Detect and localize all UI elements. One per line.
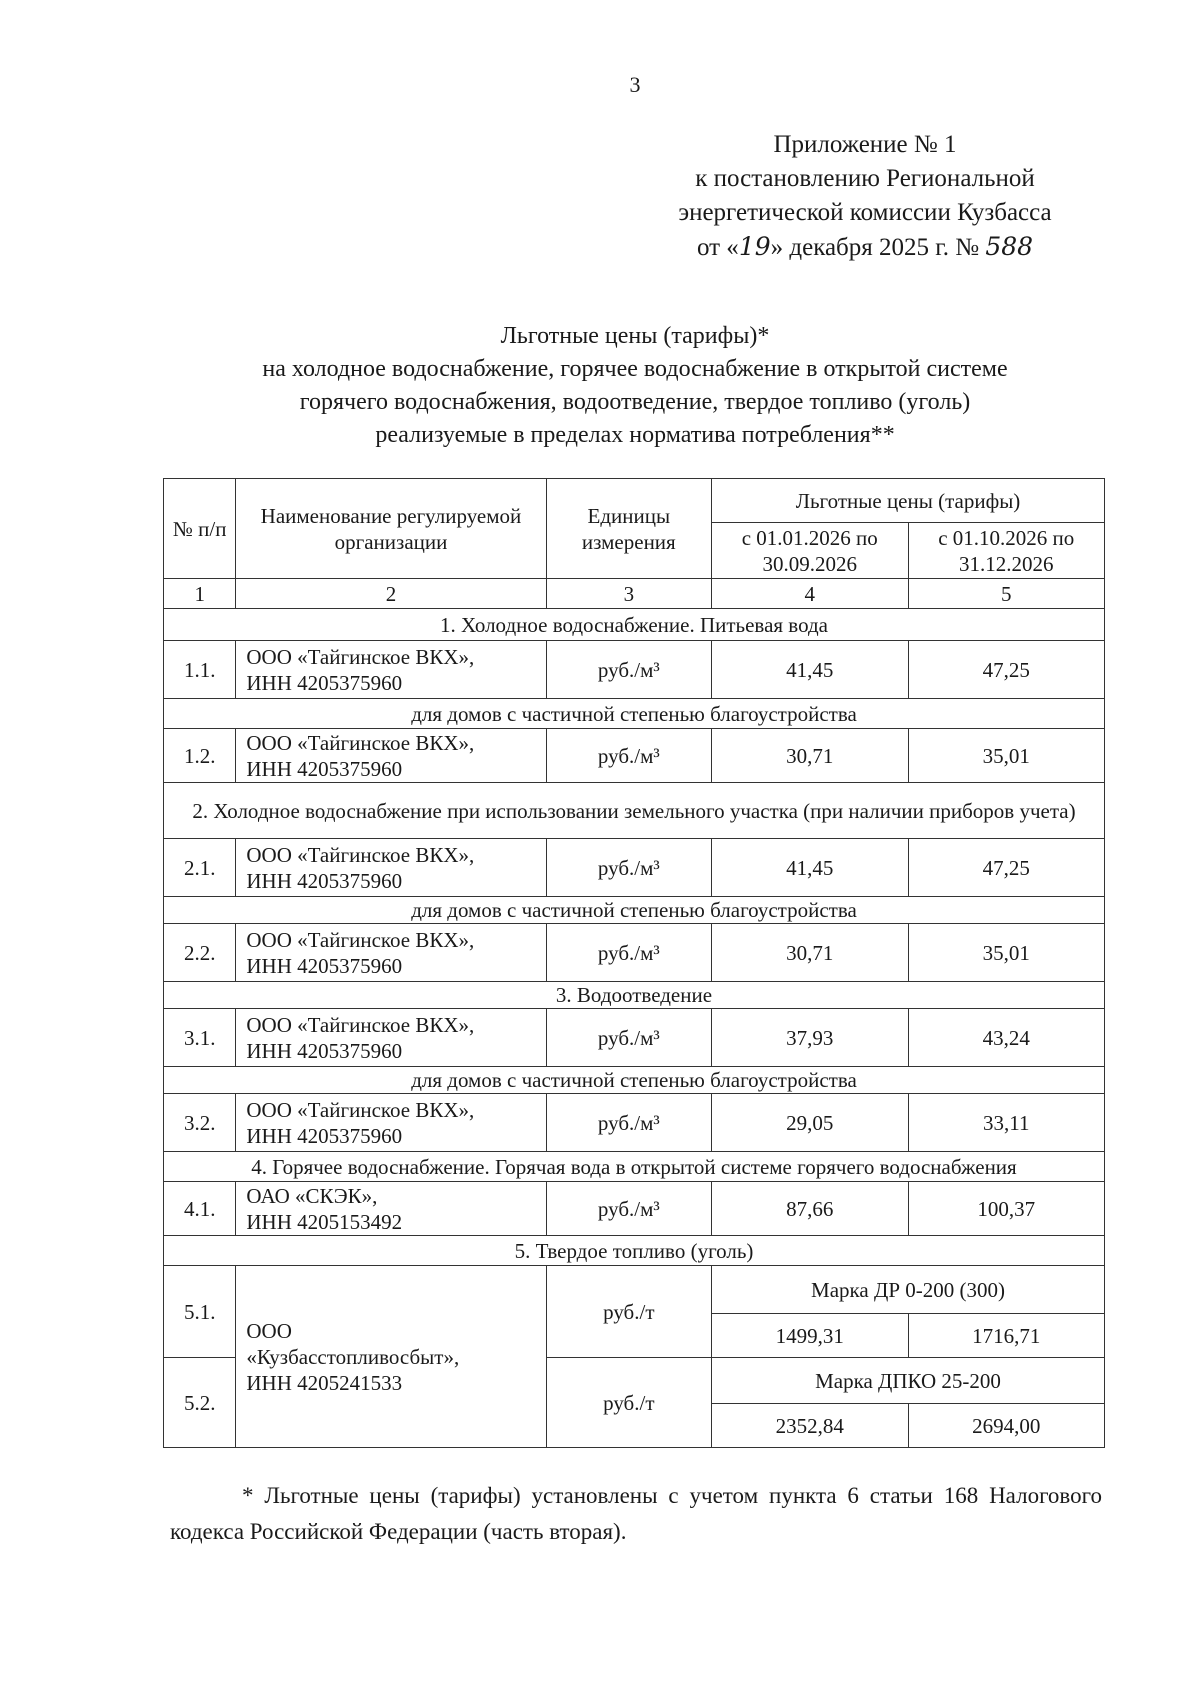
row-unit: руб./м³	[546, 839, 711, 897]
subsection-heading: для домов с частичной степенью благоустройства	[164, 1067, 1105, 1094]
row-price-2: 33,11	[908, 1094, 1105, 1152]
row-price-1: 30,71	[712, 924, 908, 982]
org-inn: ИНН 4205375960	[246, 953, 403, 978]
col-number: 2	[236, 579, 546, 609]
org-inn: ИНН 4205153492	[246, 1209, 403, 1234]
section-heading: 5. Твердое топливо (уголь)	[164, 1236, 1105, 1266]
row-org	[236, 1009, 546, 1067]
coal-brand: Марка ДПКО 25-200	[712, 1358, 1105, 1404]
row-unit: руб./т	[546, 1266, 711, 1358]
row-org	[236, 1266, 546, 1448]
section-heading: 4. Горячее водоснабжение. Горячая вода в открытой системе горячего водоснабжения	[164, 1152, 1105, 1182]
table-row	[164, 1266, 1105, 1314]
appendix-line-3: энергетической комиссии Кузбасса	[678, 199, 1052, 226]
org-inn: ИНН 4205375960	[246, 1038, 403, 1063]
row-price-2: 1716,71	[908, 1314, 1105, 1358]
org-name: ОАО «СКЭК»,	[246, 1183, 378, 1208]
col-number: 1	[164, 579, 236, 609]
row-org	[236, 1182, 546, 1236]
date-prefix: от «	[696, 234, 739, 261]
row-price-1: 29,05	[712, 1094, 908, 1152]
footnote: * Льготные цены (тарифы) установлены с учетом пункта 6 статьи 168 Налогового кодекса Российской Федерации (часть вторая).	[170, 1483, 1102, 1544]
org-name-cont: «Кузбасстопливосбыт»,	[246, 1344, 460, 1369]
header-prices: Льготные цены (тарифы)	[712, 479, 1105, 523]
row-price-1: 41,45	[712, 839, 908, 897]
row-unit: руб./м³	[546, 924, 711, 982]
row-unit: руб./м³	[546, 1009, 711, 1067]
row-num: 1.1.	[164, 641, 236, 699]
row-unit: руб./т	[546, 1358, 711, 1448]
appendix-block	[640, 128, 1090, 265]
row-price-1: 87,66	[712, 1182, 908, 1236]
title-line-3: горячего водоснабжения, водоотведение, твердое топливо (уголь)	[299, 389, 971, 415]
org-name: ООО «Тайгинское ВКХ»,	[246, 1097, 475, 1122]
row-org	[236, 924, 546, 982]
date-mid: » декабря 2025 г. №	[770, 234, 986, 261]
row-num: 5.1.	[164, 1266, 236, 1358]
appendix-title: Приложение № 1	[773, 131, 957, 158]
org-name: ООО «Тайгинское ВКХ»,	[246, 842, 475, 867]
row-org	[236, 839, 546, 897]
table-row	[164, 1009, 1105, 1067]
row-unit: руб./м³	[546, 1182, 711, 1236]
col-number: 5	[908, 579, 1105, 609]
page-number: 3	[629, 72, 641, 97]
table-row	[164, 924, 1105, 982]
row-price-2: 47,25	[908, 839, 1105, 897]
appendix-date-line	[640, 230, 1090, 265]
appendix-line-2: к постановлению Региональной	[695, 165, 1035, 192]
org-inn: ИНН 4205241533	[246, 1370, 403, 1395]
table-row	[164, 839, 1105, 897]
row-org	[236, 729, 546, 783]
row-num: 1.2.	[164, 729, 236, 783]
document-title	[170, 320, 1100, 452]
date-day-handwritten: 19	[738, 232, 771, 261]
row-price-2: 100,37	[908, 1182, 1105, 1236]
row-num: 4.1.	[164, 1182, 236, 1236]
doc-number-handwritten: 588	[985, 232, 1034, 261]
row-num: 5.2.	[164, 1358, 236, 1448]
row-price-1: 1499,31	[712, 1314, 908, 1358]
title-line-4: реализуемые в пределах норматива потребления**	[375, 422, 895, 448]
row-price-2: 35,01	[908, 924, 1105, 982]
row-num: 2.1.	[164, 839, 236, 897]
section-heading: 1. Холодное водоснабжение. Питьевая вода	[164, 609, 1105, 641]
row-price-2: 47,25	[908, 641, 1105, 699]
tariffs-table	[163, 478, 1105, 1448]
row-num: 2.2.	[164, 924, 236, 982]
row-unit: руб./м³	[546, 1094, 711, 1152]
row-unit: руб./м³	[546, 729, 711, 783]
org-inn: ИНН 4205375960	[246, 756, 403, 781]
table-row	[164, 729, 1105, 783]
table-row	[164, 641, 1105, 699]
row-price-2: 2694,00	[908, 1404, 1105, 1448]
subsection-heading: для домов с частичной степенью благоустройства	[164, 699, 1105, 729]
header-org: Наименование регулируемой организации	[236, 479, 546, 579]
row-price-1: 30,71	[712, 729, 908, 783]
row-price-1: 2352,84	[712, 1404, 908, 1448]
org-name: ООО «Тайгинское ВКХ»,	[246, 927, 475, 952]
header-num: № п/п	[164, 479, 236, 579]
row-price-2: 43,24	[908, 1009, 1105, 1067]
org-name: ООО «Тайгинское ВКХ»,	[246, 730, 475, 755]
org-inn: ИНН 4205375960	[246, 868, 403, 893]
org-inn: ИНН 4205375960	[246, 670, 403, 695]
row-org	[236, 641, 546, 699]
subsection-heading: для домов с частичной степенью благоустройства	[164, 897, 1105, 924]
row-num: 3.2.	[164, 1094, 236, 1152]
row-unit: руб./м³	[546, 641, 711, 699]
header-unit: Единицы измерения	[546, 479, 711, 579]
title-line-2: на холодное водоснабжение, горячее водоснабжение в открытой системе	[262, 356, 1008, 382]
org-name: ООО	[246, 1318, 292, 1343]
row-price-1: 37,93	[712, 1009, 908, 1067]
title-line-1: Льготные цены (тарифы)*	[500, 323, 770, 349]
row-price-1: 41,45	[712, 641, 908, 699]
col-number: 4	[712, 579, 908, 609]
section-heading: 3. Водоотведение	[164, 982, 1105, 1009]
row-price-2: 35,01	[908, 729, 1105, 783]
column-numbers-row	[164, 579, 1105, 609]
header-row	[164, 479, 1105, 523]
table-row	[164, 1094, 1105, 1152]
org-name: ООО «Тайгинское ВКХ»,	[246, 1012, 475, 1037]
coal-brand: Марка ДР 0-200 (300)	[712, 1266, 1105, 1314]
header-period-2: с 01.10.2026 по 31.12.2026	[908, 523, 1105, 579]
row-num: 3.1.	[164, 1009, 236, 1067]
col-number: 3	[546, 579, 711, 609]
org-inn: ИНН 4205375960	[246, 1123, 403, 1148]
org-name: ООО «Тайгинское ВКХ»,	[246, 644, 475, 669]
header-period-1: с 01.01.2026 по 30.09.2026	[712, 523, 908, 579]
table-row	[164, 1182, 1105, 1236]
row-org	[236, 1094, 546, 1152]
section-heading: 2. Холодное водоснабжение при использовании земельного участка (при наличии приборов учета)	[164, 783, 1105, 839]
